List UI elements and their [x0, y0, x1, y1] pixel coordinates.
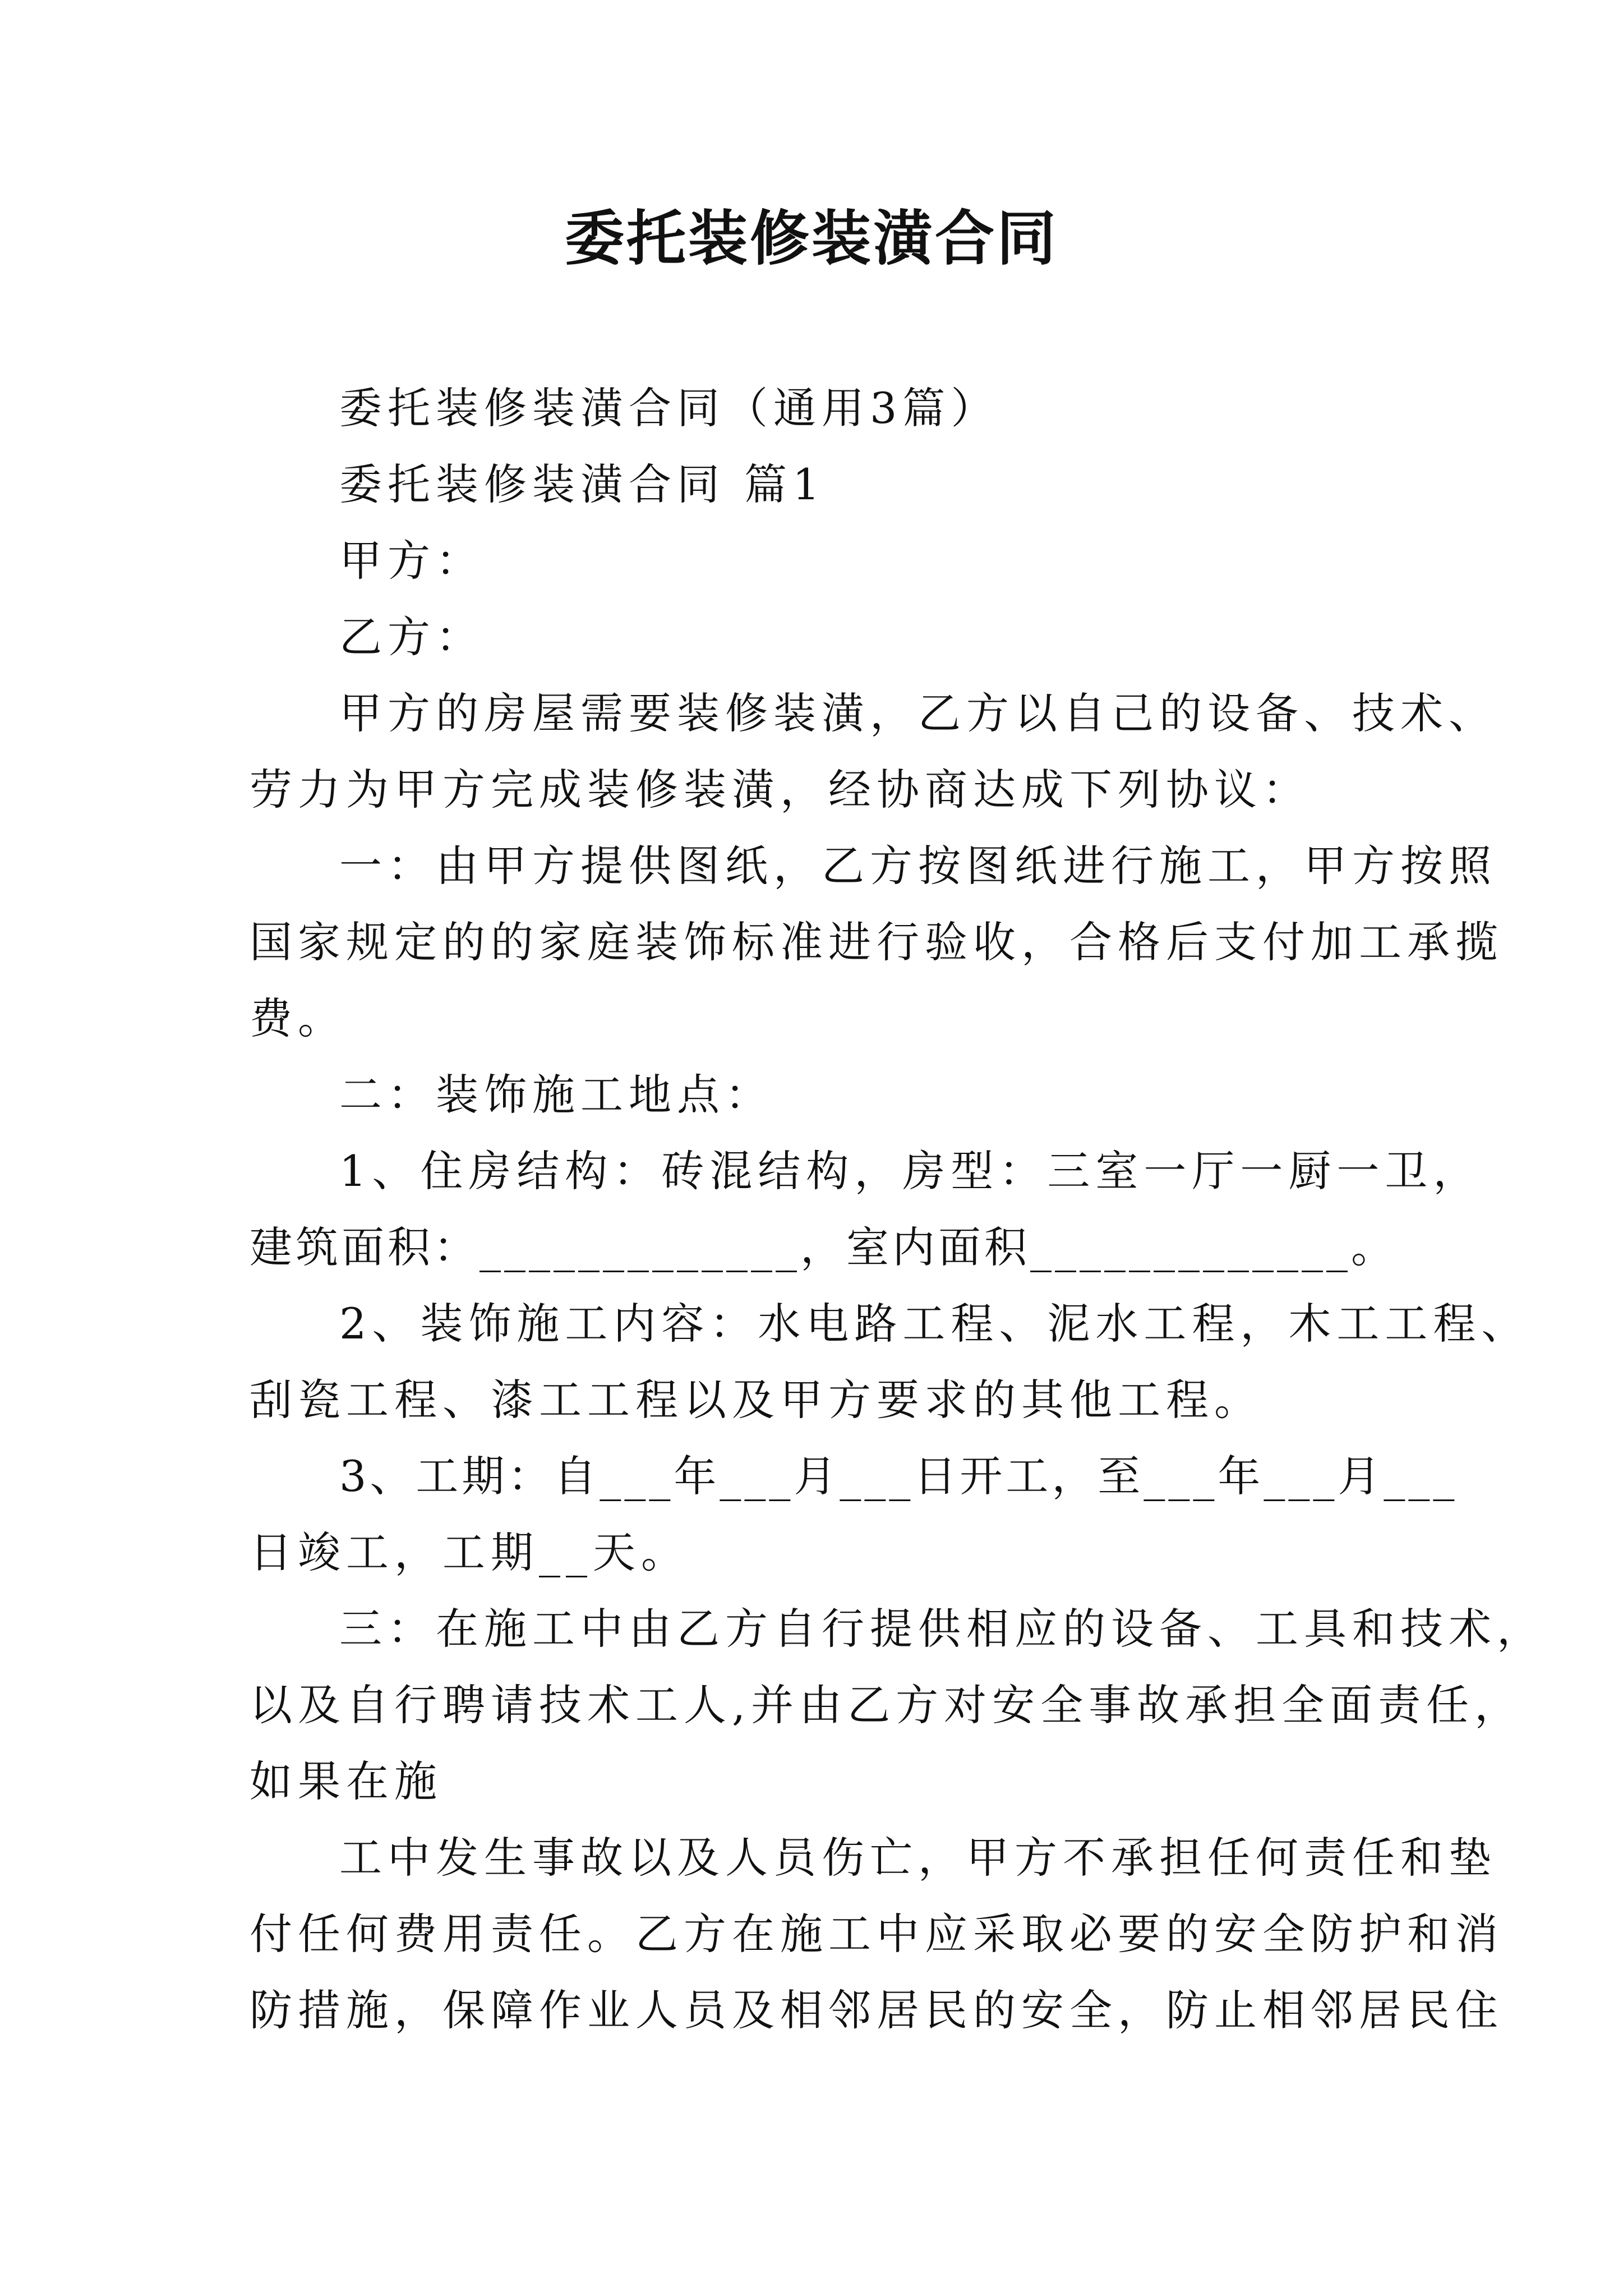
document-line: 委托装修装潢合同 篇1 — [339, 459, 826, 509]
document-body — [250, 370, 1545, 2049]
document-line: 日竣工，工期__天。 — [250, 1527, 689, 1577]
document-line: 1、住房结构：砖混结构，房型：三室一厅一厨一卫， — [339, 1146, 1482, 1196]
document-line: 3、工期：自___年___月___日开工，至___年___月___ — [339, 1451, 1458, 1501]
document-line: 二：装饰施工地点： — [339, 1070, 773, 1120]
document-line: 以及自行聘请技术工人,并由乙方对安全事故承担全面责任， — [250, 1680, 1523, 1730]
document-line: 工中发生事故以及人员伤亡，甲方不承担任何责任和垫 — [339, 1833, 1497, 1883]
document-line: 防措施，保障作业人员及相邻居民的安全，防止相邻居民住 — [250, 1985, 1504, 2035]
document-line: 甲方： — [339, 536, 484, 586]
document-line: 费。 — [250, 993, 346, 1043]
document-line: 2、装饰施工内容：水电路工程、泥水工程，木工工程、 — [339, 1299, 1530, 1349]
document-line: 委托装修装潢合同（通用3篇） — [339, 383, 999, 433]
document-line: 劳力为甲方完成装修装潢，经协商达成下列协议： — [250, 765, 1311, 815]
document-line: 甲方的房屋需要装修装潢，乙方以自己的设备、技术、 — [339, 688, 1497, 738]
document-title: 委托装修装潢合同 — [565, 203, 1058, 273]
document-line: 如果在施 — [250, 1756, 442, 1806]
document-line: 三：在施工中由乙方自行提供相应的设备、工具和技术， — [339, 1604, 1545, 1654]
document-line: 一：由甲方提供图纸，乙方按图纸进行施工，甲方按照 — [339, 841, 1497, 891]
document-line: 付任何费用责任。乙方在施工中应采取必要的安全防护和消 — [250, 1909, 1504, 1959]
document-line: 乙方： — [339, 612, 484, 662]
document-line: 刮瓷工程、漆工工程以及甲方要求的其他工程。 — [250, 1375, 1262, 1425]
document-line: 国家规定的的家庭装饰标准进行验收，合格后支付加工承揽 — [250, 917, 1504, 967]
document-line: 建筑面积：_____________，室内面积_____________。 — [250, 1222, 1397, 1272]
